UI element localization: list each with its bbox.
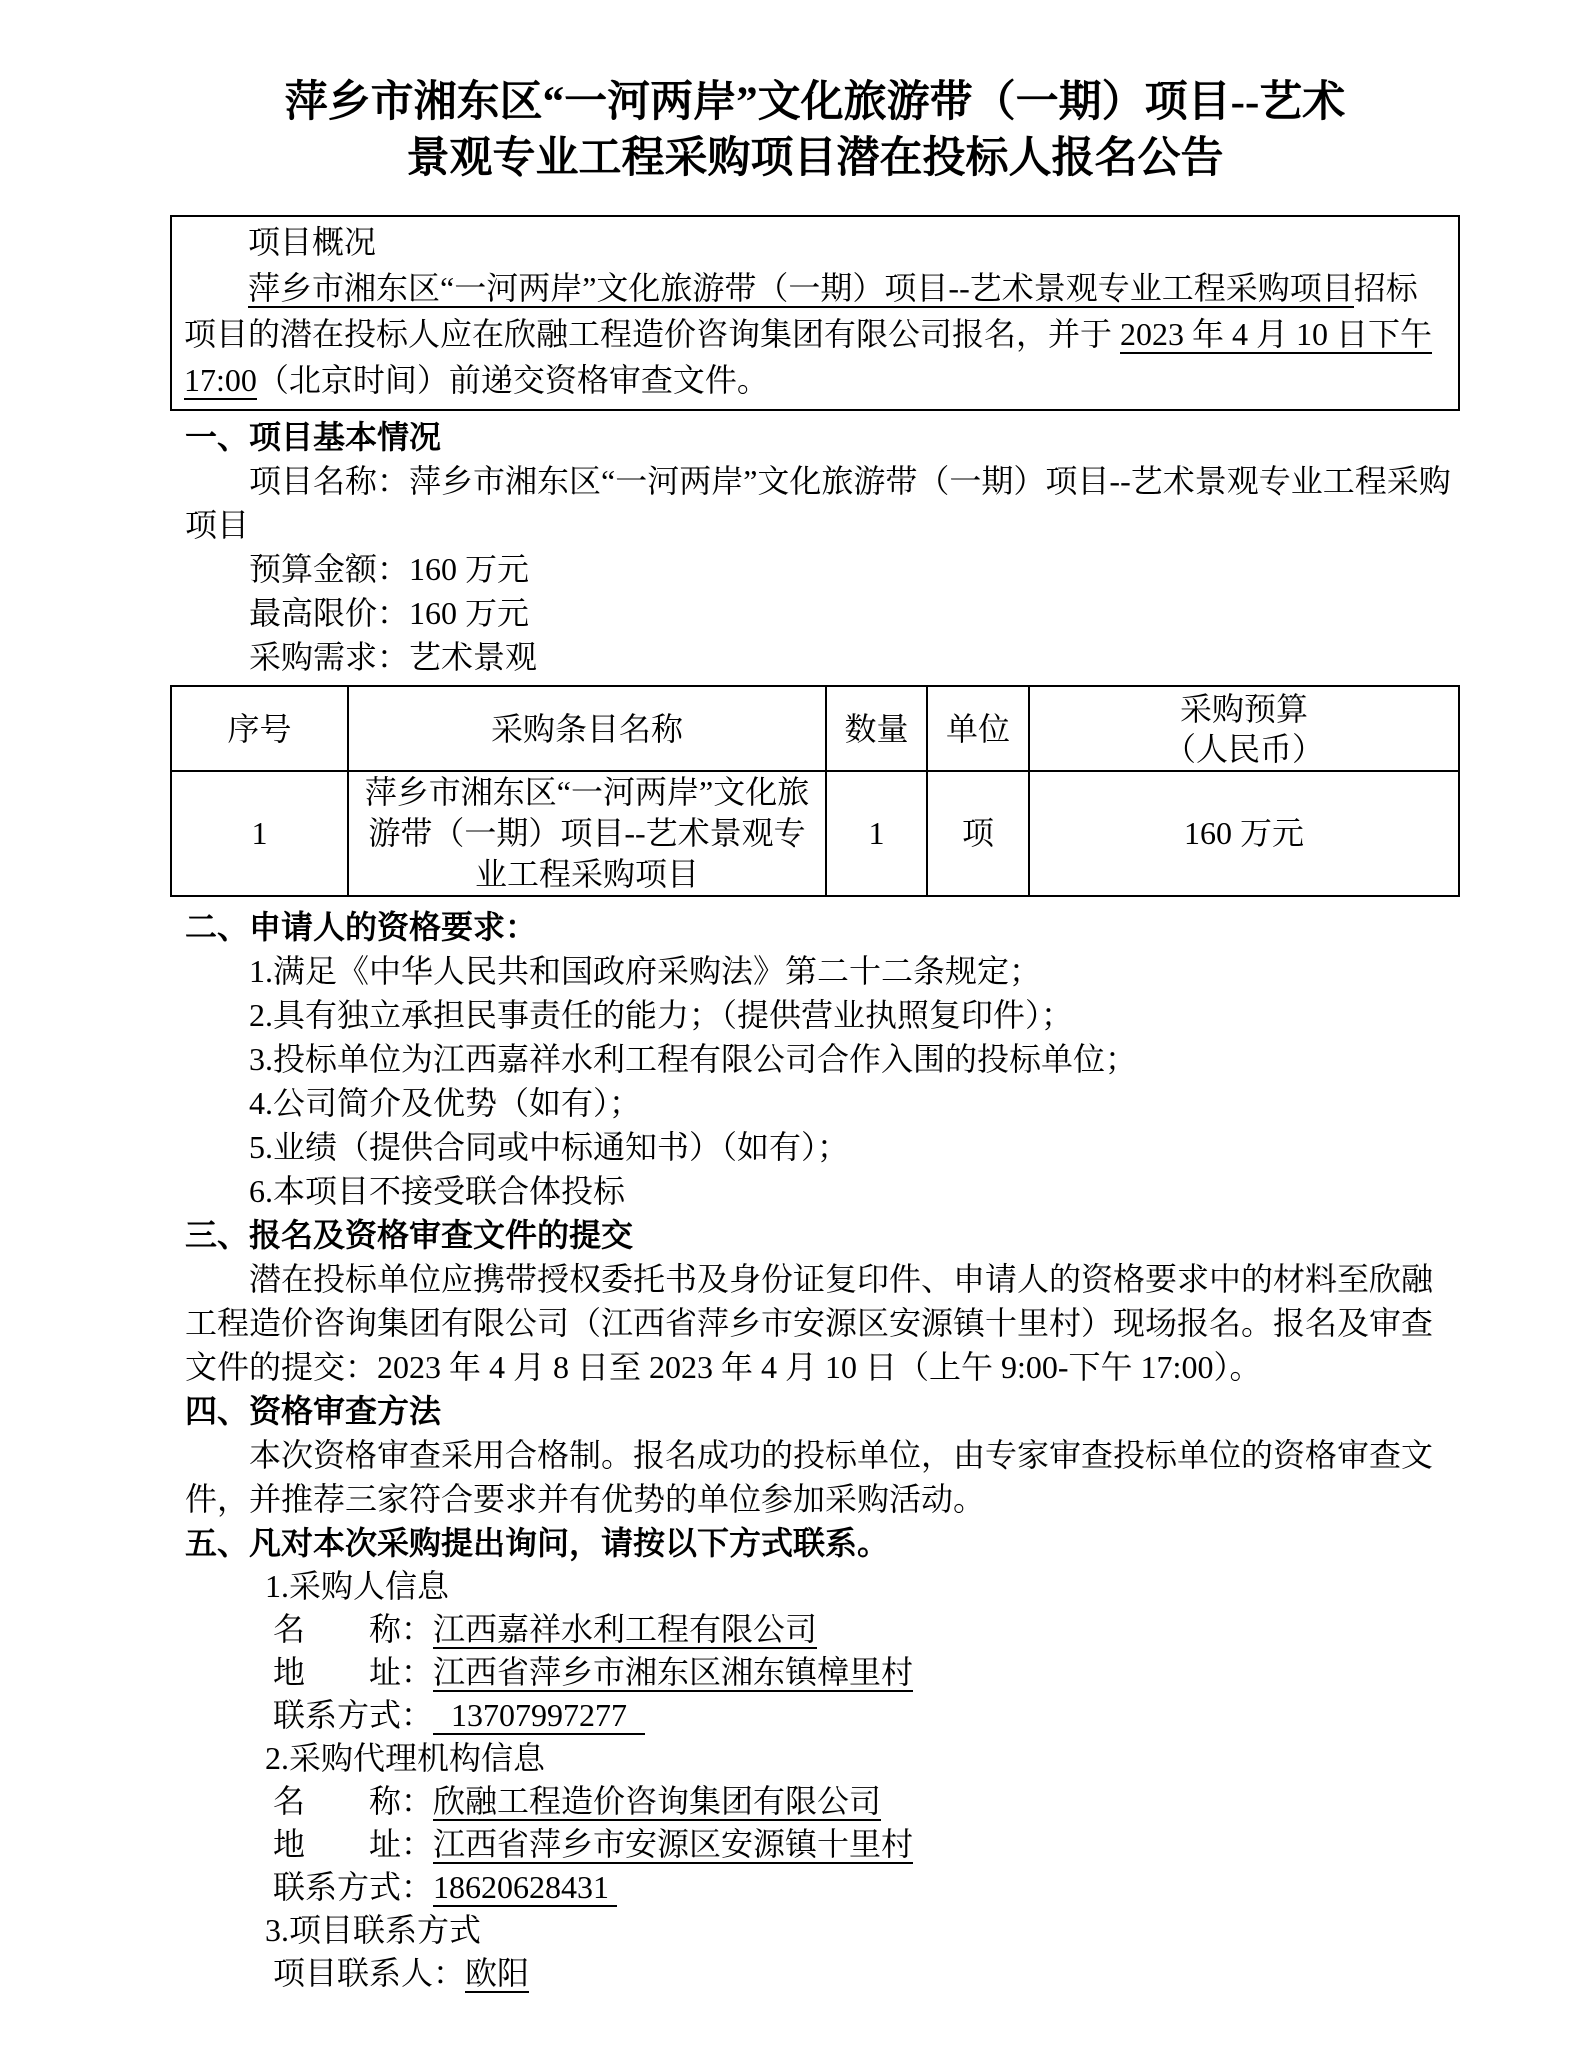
table-row — [171, 771, 1459, 896]
project-contact-title: 3.项目联系方式 — [265, 1912, 482, 1948]
agency-name-label: 名 称： — [273, 1783, 434, 1819]
project-name-line: 项目名称：萍乡市湘东区“一河两岸”文化旅游带（一期）项目--艺术景观专业工程采购项目 — [185, 463, 1451, 543]
page-title-line2: 景观专业工程采购项目潜在投标人报名公告 — [406, 135, 1224, 182]
overview-deadline-underlined: 2023 年 4 月 10 日下午 17:00 — [184, 316, 1433, 398]
table-header-budget — [1029, 686, 1459, 771]
table-header-budget-line1: 采购预算 — [1179, 690, 1308, 727]
purchaser-address-label: 地 址： — [273, 1654, 434, 1690]
table-header-qty: 数量 — [826, 686, 927, 771]
purchaser-info-title: 1.采购人信息 — [265, 1568, 450, 1604]
max-price-line: 最高限价：160 万元 — [249, 595, 530, 631]
agency-name-line — [273, 1780, 1460, 1823]
project-contact-person-label: 项目联系人： — [273, 1955, 466, 1991]
requirement-item-1: 1.满足《中华人民共和国政府采购法》第二十二条规定； — [249, 953, 1042, 989]
overview-middle-text: 招标项目的潜在投标人应在欣融工程造价咨询集团有限公司报名，并于 — [184, 270, 1418, 352]
purchaser-name-value: 江西嘉祥水利工程有限公司 — [433, 1611, 818, 1647]
purchaser-name-line — [273, 1608, 1460, 1651]
section-5-heading: 五、凡对本次采购提出询问，请按以下方式联系。 — [185, 1525, 890, 1561]
submission-paragraph: 潜在投标单位应携带授权委托书及身份证复印件、申请人的资格要求中的材料至欣融工程造价咨询集团有限公司（江西省萍乡市安源区安源镇十里村）现场报名。报名及审查文件的提交：2023 年 4 月 8 日至 2023 年 4 月 10 日（上午 9:00-下午 17:00）。 — [185, 1261, 1434, 1385]
project-contact-person-value: 欧阳 — [465, 1955, 530, 1991]
purchaser-address-value: 江西省萍乡市湘东区湘东镇樟里村 — [433, 1654, 914, 1690]
review-method-paragraph: 本次资格审查采用合格制。报名成功的投标单位，由专家审查投标单位的资格审查文件，并推荐三家符合要求并有优势的单位参加采购活动。 — [185, 1437, 1434, 1517]
overview-project-name-underlined: 萍乡市湘东区“一河两岸”文化旅游带（一期）项目--艺术景观专业工程采购项目 — [248, 270, 1354, 306]
section-2-heading: 二、申请人的资格要求： — [185, 909, 538, 945]
table-header-item-name: 采购条目名称 — [348, 686, 826, 771]
table-header-row — [171, 686, 1459, 771]
agency-phone-line — [273, 1866, 1460, 1909]
demand-line: 采购需求：艺术景观 — [249, 639, 538, 675]
budget-line: 预算金额：160 万元 — [249, 551, 530, 587]
requirement-item-3: 3.投标单位为江西嘉祥水利工程有限公司合作入围的投标单位； — [249, 1041, 1138, 1077]
page-title-line1: 萍乡市湘东区“一河两岸”文化旅游带（一期）项目--艺术 — [284, 79, 1346, 126]
project-overview-box — [170, 215, 1460, 411]
table-cell-budget: 160 万元 — [1029, 771, 1459, 896]
overview-label: 项目概况 — [248, 224, 377, 260]
table-header-seq: 序号 — [171, 686, 348, 771]
procurement-items-table — [170, 685, 1460, 897]
purchaser-phone-line — [273, 1694, 1460, 1737]
agency-name-value: 欣融工程造价咨询集团有限公司 — [433, 1783, 882, 1819]
overview-tail-text: （北京时间）前递交资格审查文件。 — [256, 362, 769, 398]
agency-phone-label: 联系方式： — [273, 1869, 434, 1905]
agency-address-line — [273, 1823, 1460, 1866]
section-3-heading: 三、报名及资格审查文件的提交 — [185, 1217, 634, 1253]
purchaser-phone-value: 13707997277 — [433, 1697, 645, 1735]
purchaser-name-label: 名 称： — [273, 1611, 434, 1647]
table-cell-qty: 1 — [826, 771, 927, 896]
agency-address-value: 江西省萍乡市安源区安源镇十里村 — [433, 1826, 914, 1862]
overview-paragraph — [184, 265, 1446, 403]
purchaser-phone-label: 联系方式： — [273, 1697, 434, 1733]
table-header-budget-line2: （人民币） — [1163, 730, 1324, 767]
requirement-item-5: 5.业绩（提供合同或中标通知书）（如有）； — [249, 1129, 850, 1165]
table-cell-item-name: 萍乡市湘东区“一河两岸”文化旅游带（一期）项目--艺术景观专业工程采购项目 — [348, 771, 826, 896]
agency-address-label: 地 址： — [273, 1826, 434, 1862]
purchaser-address-line — [273, 1651, 1460, 1694]
section-1-heading: 一、项目基本情况 — [185, 419, 442, 455]
agency-info-title: 2.采购代理机构信息 — [265, 1740, 546, 1776]
section-4-heading: 四、资格审查方法 — [185, 1393, 442, 1429]
page-title — [170, 75, 1460, 187]
table-cell-seq: 1 — [171, 771, 348, 896]
requirement-item-6: 6.本项目不接受联合体投标 — [249, 1173, 626, 1209]
requirement-item-2: 2.具有独立承担民事责任的能力；（提供营业执照复印件）； — [249, 997, 1074, 1033]
requirement-item-4: 4.公司简介及优势（如有）； — [249, 1085, 642, 1121]
table-header-unit: 单位 — [927, 686, 1029, 771]
table-cell-unit: 项 — [927, 771, 1029, 896]
project-contact-person-line — [273, 1952, 1460, 1995]
agency-phone-value: 18620628431 — [433, 1869, 617, 1907]
